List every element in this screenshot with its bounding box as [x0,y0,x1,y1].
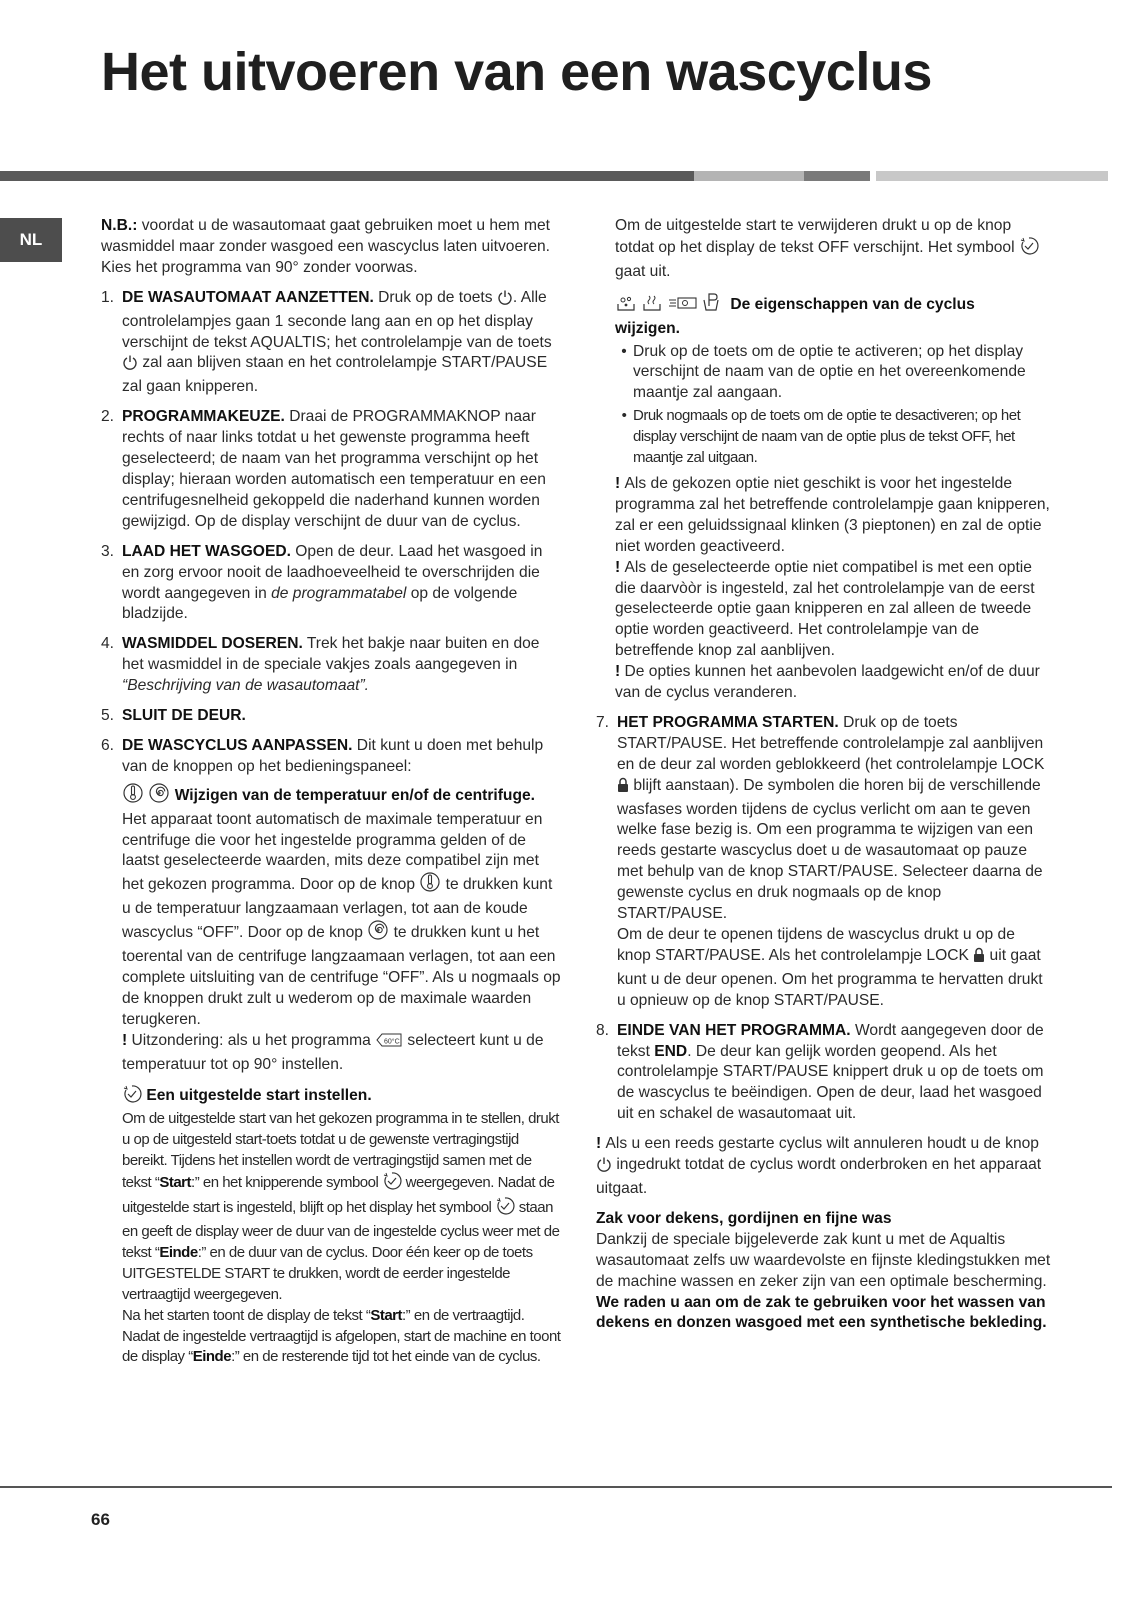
prewash-icon [702,292,726,319]
step-7: 7. HET PROGRAMMA STARTEN. Druk op de toets START/PAUSE. Het betreffende controlelampje zal aanblijven en de deur zal worden geblokkeerd (het controlelampje LOCK blijft aanstaan). De symbolen die horen bij de verschillende wasfases worden tijdens de cyclus verlicht om aan te geven welke fase bezig is. Om een programma te wijzigen van een reeds gestarte wascyclus doet u de wasautomaat op pauze met behulp van de knop START/PAUSE. Selecteer daarna de gewenste cyclus en druk nogmaals op de knop START/PAUSE. Om de deur te openen tijdens de wascyclus drukt u op de knop START/PAUSE. Als het controlelampje LOCK uit gaat kunt u de deur openen. Om het programma te hervatten drukt u opnieuw op de knop START/PAUSE. [596,713,1045,1009]
delay-text: Om de uitgestelde start van het gekozen programma in te stellen, drukt u op de uitgesteld start-toets totdat u de gewenste vertragingstijd bereikt. Tijdens het instellen wordt de vertragingstijd samen met de tekst “Start:” en het knipperende symbool weergegeven. Nadat de uitgestelde start is ingesteld, blijft op het display het symbool staan en geeft de display weer de duur van de ingestelde cyclus weer met de tekst “Einde:” en de duur van de cyclus. Door één keer op de toets UITGESTELDE START te drukken, wordt de eerder ingestelde vertraagtijd weergegeven. [122,1110,560,1303]
remove-delay-text: Om de uitgestelde start te verwijderen drukt u op de knop totdat op het display de tekst OFF verschijnt. Het symbool gaat uit. [596,216,1051,283]
delay-clock-icon [382,1172,402,1197]
option-warning-3: ! De opties kunnen het aanbevolen laadgewicht en/of de duur van de cyclus veranderen. [615,663,1040,702]
thermometer-icon [419,872,441,899]
language-tab: NL [0,218,62,262]
intro-note: N.B.: voordat u de wasautomaat gaat gebruiken moet u hem met wasmiddel maar zonder wasgoed een wascyclus laten uitvoeren. Kies het programma van 90° zonder voorwas. [101,217,551,276]
step-3: 3. LAAD HET WASGOED. Open de deur. Laad het wasgoed in en zorg ervoor nooit de laadhoeveelheid te overschrijden die wordt aangegeven in de programmatabel op de volgende bladzijde. [101,542,543,623]
svg-text:60°C: 60°C [384,1038,400,1046]
page-title: Het uitvoeren van een wascyclus [101,42,932,102]
step-1: 1. DE WASAUTOMAAT AANZETTEN. Druk op de toets . Alle controlelampjes gaan 1 seconde lang aan en op het display verschijnt de tekst AQUALTIS; het controlelampje van de toets zal aan blijven staan en het controlelampje START/PAUSE zal gaan knipperen. [101,288,552,396]
bag-heading: Zak voor dekens, gordijnen en fijne was [596,1209,892,1227]
option-bullet-1: • Druk op de toets om de optie te activeren; op het display verschijnt de naam van de optie en het overeenkomende maantje zal aangaan. [621,342,1026,402]
power-icon [122,354,138,377]
delay-clock-icon [122,1085,142,1110]
thermometer-icon [122,783,144,810]
steam-icon [641,294,663,319]
temp-spin-heading: Wijzigen van de temperatuur en/of de centrifuge. [122,783,561,810]
footer-rule [0,1486,1112,1488]
stain-icon [615,294,637,319]
delay-heading: Een uitgestelde start instellen. [122,1085,561,1110]
step-5: 5. SLUIT DE DEUR. [101,707,246,725]
option-bullet-2: • Druk nogmaals op de toets om de optie te desactiveren; op het display verschijnt de naam van de optie plus de tekst OFF, het maantje zal uitgaan. [621,407,1021,467]
bag-text: Dankzij de speciale bijgeleverde zak kunt u met de Aqualtis wasautomaat zelfs uw waardevolste en fijnste kledingstukken met de machine wassen en zeker zijn van een optimale bescherming. We raden u aan om de zak te gebruiken voor het wassen van dekens en donzen wasgoed met een synthetische bekleding. [596,1230,1051,1332]
step-4: 4. WASMIDDEL DOSEREN. Trek het bakje naar buiten en doe het wasmiddel in de speciale vakjes zoals aangegeven in “Beschrijving van de wasautomaat”. [101,635,540,695]
header-band-light [694,171,804,181]
right-column [596,216,1051,1334]
options-heading-2: wijzigen. [615,319,680,337]
spin-icon [148,783,170,810]
temp-spin-text: Het apparaat toont automatisch de maximale temperatuur en centrifuge die voor het ingestelde programma gelden of de laatst geselecteerde waarden, mits deze compatibel zijn met het gekozen programma. Door op de knop te drukken kunt u de temperatuur langzaamaan verlagen, tot aan de koude wascyclus “OFF”. Door op de knop te drukken kunt u het toerental van de centrifuge langzaamaan verlagen, tot aan een complete uitsluiting van de centrifuge “OFF”. Als u nogmaals op de knoppen drukt zult u wederom op de maximale waarden terugkeren. [122,810,561,1028]
step-6: 6. DE WASCYCLUS AANPASSEN. Dit kunt u doen met behulp van de knoppen op het bedieningspaneel: Wijzigen van de temperatuur en/of de centrifuge. Het apparaat toont automatisch de maximale temperatuur en centrifuge die voor het ingestelde programma gelden of de laatst geselecteerde waarden, mits deze compatibel zijn met het gekozen programma. Door op de knop te drukken kunt u de temperatuur langzaamaan verlagen, tot aan de koude wascyclus “OFF”. Door op de knop te drukken kunt u het toerental van de centrifuge langzaamaan verlagen, tot aan een complete uitsluiting van de centrifuge “OFF”. Als u nogmaals op de knoppen drukt zult u wederom op de maximale waarden terugkeren. ! Uitzondering: als u het programma 60°C selecteert kunt u de temperatuur tot op 90° instellen. Een uitgestelde start instellen. Om de uitgestelde start van het gekozen programma in te stellen, drukt u op de uitgesteld start-toets totdat u de gewenste vertragingstijd bereikt. Tijdens het instellen wordt de vertragingstijd samen met de tekst “Start:” en het knipperende symbool weergegeven. Nadat de uitgestelde start is ingesteld, blijft op het display het symbool staan en geeft de display weer de duur van de ingestelde cyclus weer met de tekst “Einde:” en de duur van de cyclus. Door één keer op de toets UITGESTELDE START te drukken, wordt de eerder ingestelde vertraagtijd weergegeven. Na het starten toont de display de tekst “Start:” en de vertraagtijd. Nadat de ingestelde vertraagtijd is afgelopen, start de machine en toont de display “Einde:” en de resterende tijd tot het einde van de cyclus. [101,736,561,1368]
power-icon [596,1156,612,1179]
page-number: 66 [91,1510,110,1529]
header-band-pale [876,171,1108,181]
lock-icon [617,777,629,800]
left-column [101,216,561,1368]
cancel-warning: ! Als u een reeds gestarte cyclus wilt annuleren houdt u de knop ingedrukt totdat de cyclus wordt onderbroken en het apparaat uitgaat. [596,1135,1042,1197]
header-band-dark [0,171,694,181]
option-warning-1: ! Als de gekozen optie niet geschikt is voor het ingestelde programma zal het betreffende controlelampje gaan knipperen, zal er een geluidssignaal klinken (3 pieptonen) en zal de optie niet worden geactiveerd. [615,474,1050,555]
spin-icon [367,920,389,947]
step-8: 8. EINDE VAN HET PROGRAMMA. Wordt aangegeven door de tekst END. De deur kan gelijk worden geopend. Als het controlelampje START/PAUSE knippert druk u op de toets om de wascyclus te beëindigen. Open de deur, laad het wasgoed uit en schakel de wasautomaat uit. [596,1021,1044,1123]
step-2: 2. PROGRAMMAKEUZE. Draai de PROGRAMMAKNOP naar rechts of naar links totdat u het gewenste programma heeft geselecteerd; de naam van het programma verschijnt op het display; hieraan worden automatisch een temperatuur en een centrifugesnelheid gekoppeld die naderhand kunnen worden gewijzigd. Op de display verschijnt de duur van de cyclus. [101,408,546,530]
program-60-icon [375,1032,403,1055]
power-icon [497,289,513,312]
header-band-mid [804,171,870,181]
lock-icon [973,947,985,970]
extra-rinse-icon [668,294,698,319]
delay-clock-icon [495,1197,515,1222]
delay-clock-icon [1019,237,1039,262]
options-section [596,292,1051,704]
option-warning-2: ! Als de geselecteerde optie niet compatibel is met een optie die daarvòòr is ingesteld, zal het controlelampje van de eerst geselecteerde optie gaan knipperen en zal alleen de tweede optie worden geactiveerd. Het controlelampje van de betreffende knop zal aanblijven. [615,558,1035,660]
delay-text-2: Na het starten toont de display de tekst “Start:” en de vertraagtijd. Nadat de ingestelde vertraagtijd is afgelopen, start de machine en toont de display “Einde:” en de resterende tijd tot het einde van de cyclus. [122,1306,561,1366]
options-heading: De eigenschappen van de cyclus [615,292,1051,319]
temp-exception: ! Uitzondering: als u het programma 60°C selecteert kunt u de temperatuur tot op 90° instellen. [122,1031,544,1073]
